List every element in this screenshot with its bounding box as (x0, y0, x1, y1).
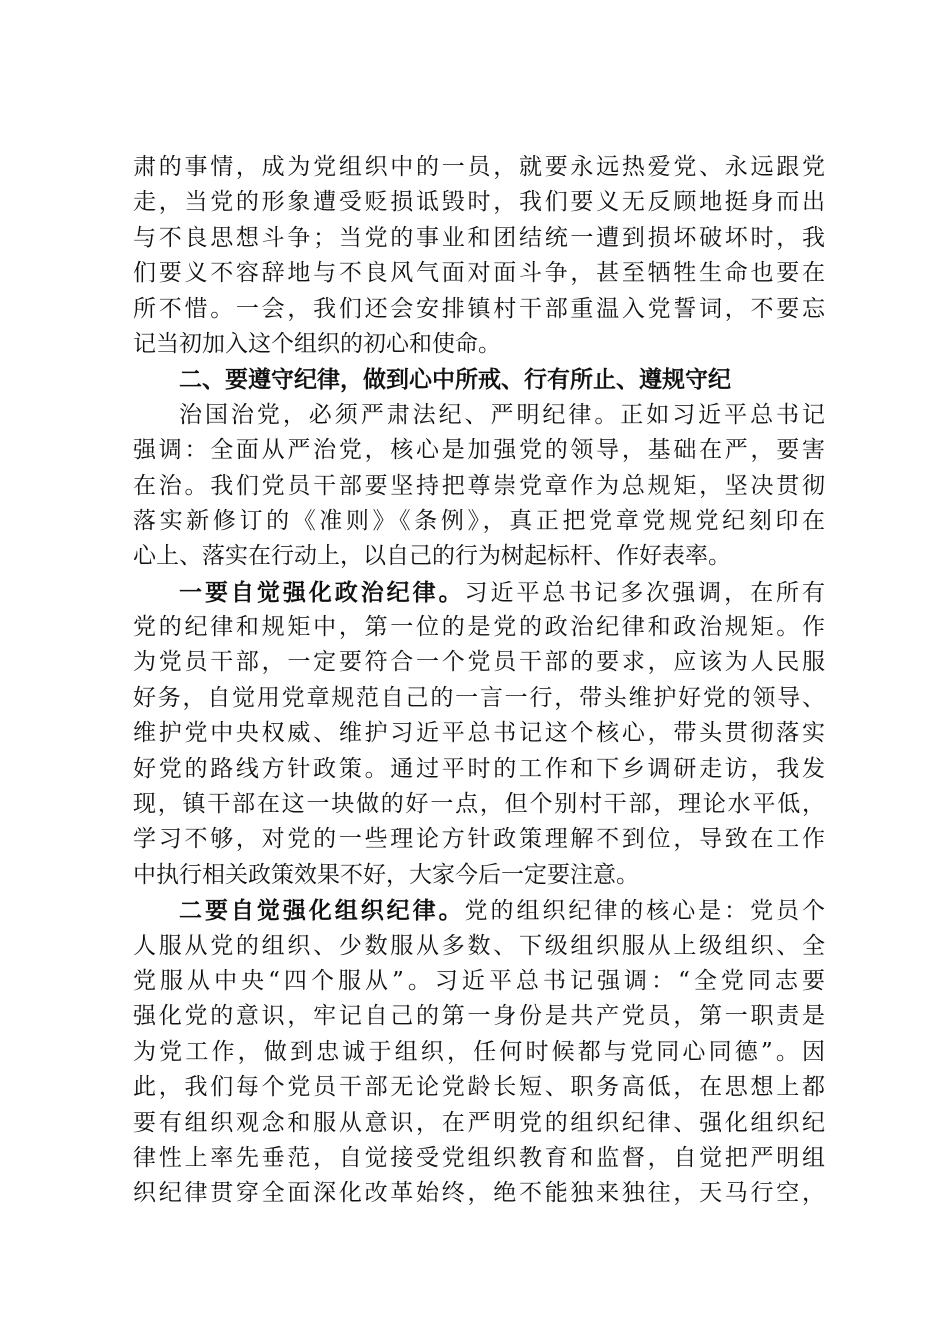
text-line (133, 645, 825, 680)
line-text: 党服从中央“四个服从”。习近平总书记强调：“全党同志要 (133, 967, 825, 994)
text-line (133, 1141, 825, 1176)
line-text: 现，镇干部在这一块做的好一点，但个别村干部，理论水平低， (133, 791, 825, 818)
text-line (133, 150, 825, 185)
line-text: 治国治党，必须严肃法纪、严明纪律。正如习近平总书记 (179, 401, 825, 428)
paragraph-lead: 二要自觉强化组织纪律。 (179, 897, 465, 925)
line-text: 二、要遵守纪律，做到心中所戒、行有所止、遵规守纪 (179, 366, 731, 394)
line-text: 此，我们每个党员干部无论党龄长短、职务高低，在思想上都 (133, 1074, 825, 1101)
paragraph-lead: 一要自觉强化政治纪律。 (179, 578, 465, 606)
text-line (133, 681, 825, 716)
line-text: 心上、落实在行动上，以自己的行为树起标杆、作好表率。 (133, 543, 731, 570)
line-text: 好党的路线方针政策。通过平时的工作和下乡调研走访，我发 (133, 755, 825, 782)
text-line (133, 327, 825, 362)
line-text: 记当初加入这个组织的初心和使命。 (133, 330, 501, 357)
section-heading (133, 362, 825, 397)
line-text: 强化党的意识，牢记自己的第一身份是共产党员，第一职责是 (133, 1003, 825, 1030)
line-text: 强调：全面从严治党，核心是加强党的领导，基础在严，要害 (133, 437, 825, 464)
text-line (133, 1070, 825, 1105)
text-line (133, 398, 825, 433)
text-line (133, 858, 825, 893)
text-line (133, 1106, 825, 1141)
text-line (133, 575, 825, 610)
line-text: 肃的事情，成为党组织中的一员，就要永远热爱党、永远跟党 (133, 154, 825, 180)
line-text: 习近平总书记多次强调，在所有 (464, 579, 825, 606)
text-line (133, 256, 825, 291)
document-body (133, 150, 825, 1212)
line-text: 维护党中央权威、维护习近平总书记这个核心，带头贯彻落实 (133, 720, 825, 747)
text-line (133, 1176, 825, 1211)
text-line (133, 469, 825, 504)
text-line (133, 999, 825, 1034)
text-line (133, 610, 825, 645)
text-line (133, 822, 825, 857)
line-text: 落实新修订的《准则》《条例》，真正把党章党规党纪刻印在 (133, 507, 825, 534)
text-line (133, 539, 825, 574)
line-text: 与不良思想斗争；当党的事业和团结统一遭到损坏破坏时，我 (133, 224, 825, 251)
text-line (133, 893, 825, 928)
line-text: 要有组织观念和服从意识，在严明党的组织纪律、强化组织纪 (133, 1109, 825, 1136)
text-line (133, 292, 825, 327)
line-text: 好务，自觉用党章规范自己的一言一行，带头维护好党的领导、 (133, 684, 825, 711)
line-text: 为党员干部，一定要符合一个党员干部的要求，应该为人民服 (133, 649, 825, 676)
text-line (133, 504, 825, 539)
line-text: 在治。我们党员干部要坚持把尊崇党章作为总规矩，坚决贯彻 (133, 472, 825, 499)
text-line (133, 716, 825, 751)
text-line (133, 1035, 825, 1070)
line-text: 党的组织纪律的核心是：党员个 (464, 898, 825, 925)
line-text: 学习不够，对党的一些理论方针政策理解不到位，导致在工作 (133, 826, 825, 853)
text-line (133, 964, 825, 999)
line-text: 律性上率先垂范，自觉接受党组织教育和监督，自觉把严明组 (133, 1144, 825, 1171)
line-text: 中执行相关政策效果不好，大家今后一定要注意。 (133, 861, 639, 888)
line-text: 织纪律贯穿全面深化改革始终，绝不能独来独往，天马行空， (133, 1180, 825, 1207)
line-text: 党的纪律和规矩中，第一位的是党的政治纪律和政治规矩。作 (133, 614, 825, 641)
line-text: 们要义不容辞地与不良风气面对面斗争，甚至牺牲生命也要在 (133, 260, 825, 287)
line-text: 走，当党的形象遭受贬损诋毁时，我们要义无反顾地挺身而出 (133, 189, 825, 216)
line-text: 所不惜。一会，我们还会安排镇村干部重温入党誓词，不要忘 (133, 295, 825, 322)
text-line (133, 929, 825, 964)
text-line (133, 433, 825, 468)
text-line (133, 787, 825, 822)
text-line (133, 752, 825, 787)
text-line (133, 221, 825, 256)
text-line (133, 185, 825, 220)
line-text: 为党工作，做到忠诚于组织，任何时候都与党同心同德”。因 (133, 1038, 825, 1065)
line-text: 人服从党的组织、少数服从多数、下级组织服从上级组织、全 (133, 932, 825, 959)
